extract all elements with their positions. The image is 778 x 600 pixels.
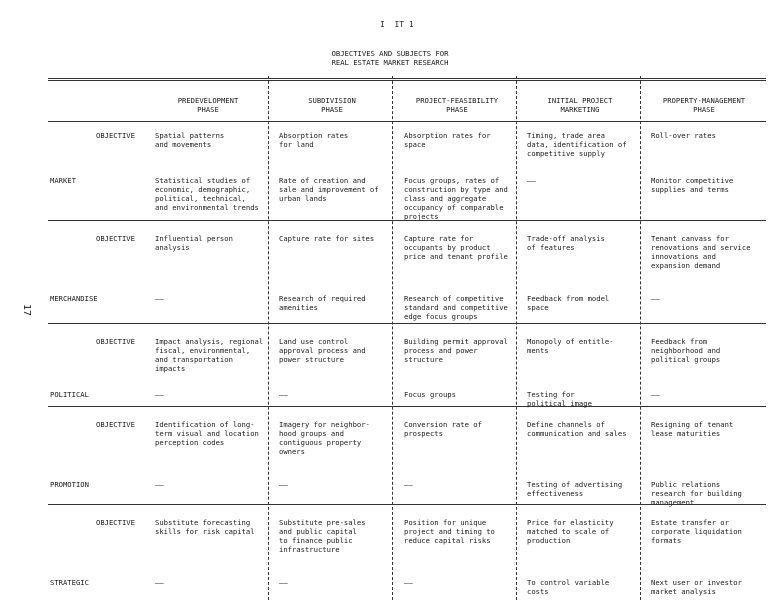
objective-cell: Estate transfer or corporate liquidation formats <box>651 518 742 545</box>
objective-cell: Price for elasticity matched to scale of production <box>527 518 614 545</box>
research-cell: Monitor competitive supplies and terms <box>651 176 734 194</box>
column-header-5: PROPERTY-MANAGEMENT PHASE <box>662 96 746 114</box>
column-separator <box>392 76 393 600</box>
objective-cell: Conversion rate of prospects <box>404 420 482 438</box>
objective-label: OBJECTIVE <box>96 234 135 243</box>
objective-cell: Substitute pre-sales and public capital to finance public infrastructure <box>279 518 366 554</box>
row-separator <box>48 220 766 221</box>
title-line-2: REAL ESTATE MARKET RESEARCH <box>331 58 449 67</box>
research-cell: —— <box>155 578 164 587</box>
research-cell: Focus groups <box>404 390 456 399</box>
research-cell: —— <box>279 390 288 399</box>
objective-cell: Capture rate for occupants by product price and tenant profile <box>404 234 508 261</box>
research-cell: Testing of advertising effectiveness <box>527 480 623 498</box>
row-separator <box>48 406 766 407</box>
objective-label: OBJECTIVE <box>96 337 135 346</box>
research-cell: Statistical studies of economic, demographic, political, technical, and environmental trends <box>155 176 259 212</box>
research-cell: Feedback from model space <box>527 294 610 312</box>
column-header-4: INITIAL PROJECT MARKETING <box>547 96 613 114</box>
research-cell: Next user or investor market analysis <box>651 578 742 596</box>
research-cell: —— <box>404 480 413 489</box>
research-cell: —— <box>155 480 164 489</box>
objective-cell: Spatial patterns and movements <box>155 131 225 149</box>
header-top-rule <box>48 78 766 81</box>
objective-cell: Timing, trade area data, identification of competitive supply <box>527 131 627 158</box>
research-cell: —— <box>155 390 164 399</box>
column-header-3: PROJECT-FEASIBILITY PHASE <box>415 96 499 114</box>
row-separator <box>48 504 766 505</box>
objective-cell: Resigning of tenant lease maturities <box>651 420 734 438</box>
objective-cell: Tenant canvass for renovations and service innovations and expansion demand <box>651 234 751 270</box>
research-cell: —— <box>527 176 536 185</box>
research-cell: Public relations research for building management <box>651 480 742 507</box>
column-header-1: PREDEVELOPMENT PHASE <box>177 96 239 114</box>
research-cell: —— <box>155 294 164 303</box>
row-separator <box>48 323 766 324</box>
objective-cell: Capture rate for sites <box>279 234 375 243</box>
objective-label: OBJECTIVE <box>96 518 135 527</box>
objective-cell: Monopoly of entitle- ments <box>527 337 614 355</box>
research-cell: To control variable costs <box>527 578 610 596</box>
objective-cell: Influential person analysis <box>155 234 233 252</box>
objective-cell: Impact analysis, regional fiscal, environmental, and transportation impacts <box>155 337 264 373</box>
research-cell: Focus groups, rates of construction by type and class and aggregate occupancy of comparable projects <box>404 176 508 221</box>
header-bottom-rule <box>48 121 766 122</box>
objective-cell: Identification of long- term visual and location perception codes <box>155 420 259 447</box>
research-cell: Rate of creation and sale and improvement of urban lands <box>279 176 379 203</box>
exhibit-label: I IT 1 <box>380 20 414 29</box>
subject-label: STRATEGIC <box>50 578 89 587</box>
research-cell: —— <box>651 294 660 303</box>
research-cell: —— <box>651 390 660 399</box>
objective-cell: Position for unique project and timing to reduce capital risks <box>404 518 495 545</box>
column-separator <box>640 76 641 600</box>
research-cell: —— <box>404 578 413 587</box>
title-line-1: OBJECTIVES AND SUBJECTS FOR <box>331 49 449 58</box>
subject-label: PROMOTION <box>50 480 89 489</box>
column-separator <box>268 76 269 600</box>
column-separator <box>516 76 517 600</box>
research-cell: Research of required amenities <box>279 294 366 312</box>
column-header-2: SUBDIVISION PHASE <box>308 96 356 114</box>
objective-cell: Define channels of communication and sales <box>527 420 627 438</box>
objective-cell: Imagery for neighbor- hood groups and contiguous property owners <box>279 420 370 456</box>
objective-label: OBJECTIVE <box>96 131 135 140</box>
subject-label: POLITICAL <box>50 390 89 399</box>
page-number: 17 <box>21 304 32 317</box>
research-cell: —— <box>279 578 288 587</box>
objective-cell: Feedback from neighborhood and political groups <box>651 337 721 364</box>
objective-cell: Trade-off analysis of features <box>527 234 605 252</box>
objective-label: OBJECTIVE <box>96 420 135 429</box>
objective-cell: Absorption rates for space <box>404 131 491 149</box>
research-cell: Testing for political image <box>527 390 592 408</box>
objective-cell: Roll-over rates <box>651 131 716 140</box>
subject-label: MERCHANDISE <box>50 294 98 303</box>
objective-cell: Absorption rates for land <box>279 131 349 149</box>
objective-cell: Substitute forecasting skills for risk capital <box>155 518 255 536</box>
research-cell: Research of competitive standard and competitive edge focus groups <box>404 294 508 321</box>
objective-cell: Land use control approval process and power structure <box>279 337 366 364</box>
subject-label: MARKET <box>50 176 76 185</box>
research-cell: —— <box>279 480 288 489</box>
objective-cell: Building permit approval process and power structure <box>404 337 508 364</box>
